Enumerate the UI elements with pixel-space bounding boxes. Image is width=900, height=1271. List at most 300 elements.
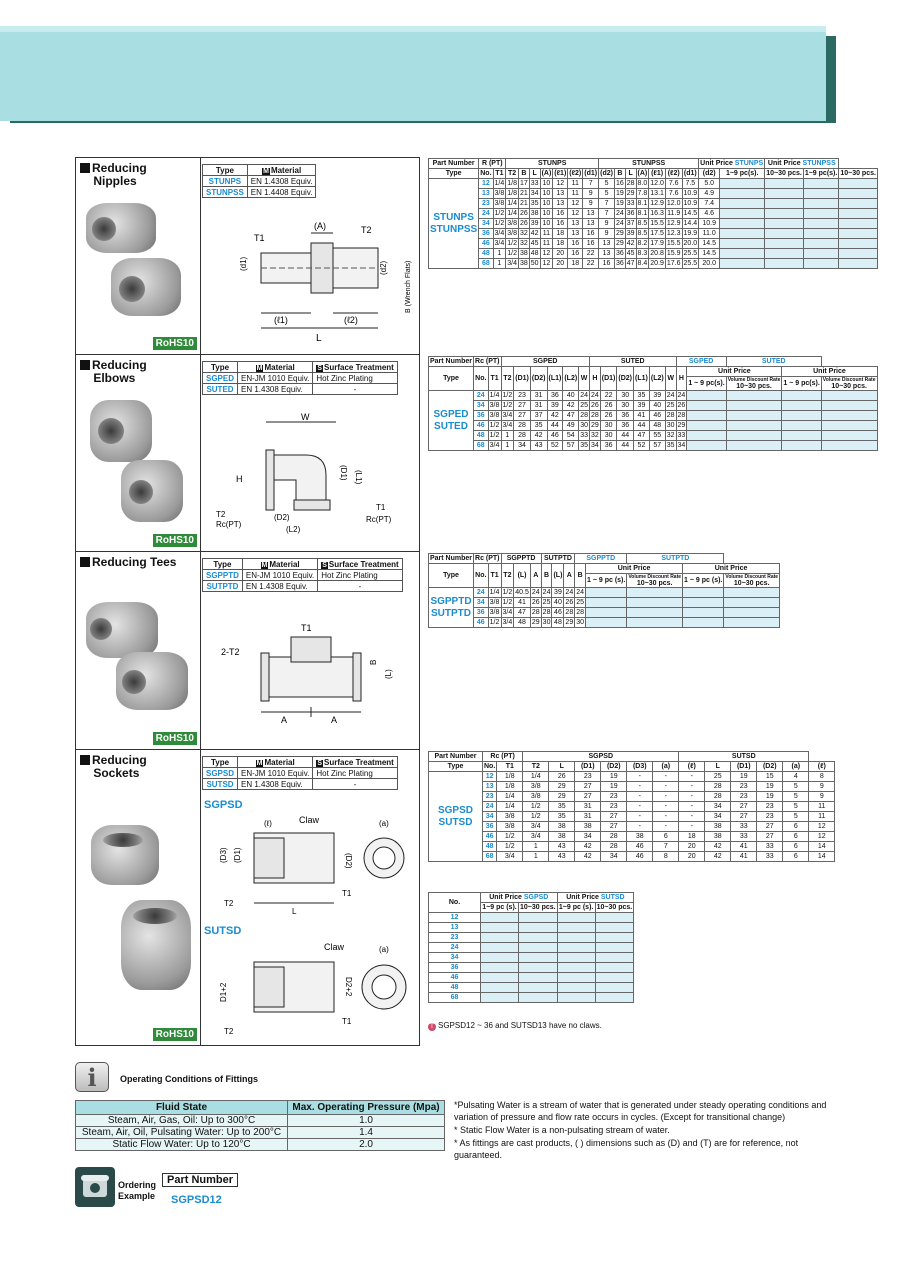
price-cell (481, 983, 519, 993)
cell: 5 (783, 782, 809, 792)
dim-t2-2: T2 (224, 1027, 234, 1036)
part-no: 23 (483, 792, 497, 802)
cell: 20.8 (650, 250, 664, 257)
cell: 11 (809, 812, 835, 822)
cell: 34 (575, 832, 601, 842)
cell: 18 (679, 832, 705, 842)
cell: 34 (601, 852, 627, 862)
col-no: No. (480, 170, 492, 177)
price-cell (687, 411, 726, 421)
part-no: 36 (479, 229, 493, 239)
cell: - (679, 812, 705, 822)
col-header: (D2) (757, 762, 783, 772)
cell: 1/4 (494, 180, 505, 187)
price-cell (839, 239, 878, 249)
col-b: SUTSD (679, 752, 809, 762)
cell: 23 (601, 792, 627, 802)
cell: 26 (565, 599, 574, 606)
cell: 19 (757, 782, 783, 792)
cell: - (627, 802, 653, 812)
price-cell (586, 588, 627, 598)
cell: 24 (542, 589, 551, 596)
col-header: (D1) (731, 762, 757, 772)
tees-diagram (211, 617, 411, 732)
cell: - (653, 782, 679, 792)
cell: 38 (705, 832, 731, 842)
cell: 1/4 (507, 200, 517, 207)
col-header: (D2) (617, 367, 634, 391)
sockets-price-table (428, 892, 634, 1003)
price-cell (683, 608, 724, 618)
section-reducing-sockets (75, 750, 420, 1046)
dim-t2: T2 (224, 899, 234, 908)
cell: 16 (568, 239, 583, 249)
col-price-b: SUTED (726, 357, 821, 367)
price-cell (839, 229, 878, 239)
dim-b: B (369, 659, 378, 665)
dim-l2: (ℓ2) (344, 315, 358, 325)
price-cell (724, 618, 780, 628)
cell: 48 (514, 618, 531, 628)
cell: 21 (519, 200, 528, 207)
part-no: 24 (474, 391, 489, 401)
price-cell (519, 933, 558, 943)
col-header: L (549, 762, 575, 772)
price-cell (595, 923, 634, 933)
price-cell (765, 249, 804, 259)
col-header: (D3) (627, 762, 653, 772)
col-no: No. (429, 893, 481, 913)
part-no: 34 (474, 401, 489, 411)
cell: 49 (563, 421, 579, 431)
table-row (429, 802, 835, 812)
cell: 40 (649, 401, 665, 411)
col-header: (L1) (634, 367, 650, 391)
cell: 34 (705, 812, 731, 822)
cell: 34 (530, 190, 539, 197)
dim-b: B (Wrench Flats) (405, 260, 412, 313)
cell: 39 (626, 230, 635, 237)
cell: 26 (519, 220, 528, 227)
table-row (429, 963, 634, 973)
cell: 26 (600, 411, 617, 421)
cell: 7.4 (699, 199, 720, 209)
conditions-row (76, 1139, 445, 1151)
cell: 23 (731, 792, 757, 802)
dim-rc2: Rc(PT) (216, 520, 242, 529)
cell: 16 (615, 180, 624, 187)
cell: 1/8 (507, 190, 517, 197)
dim-t2: 2-T2 (221, 647, 240, 657)
cell: 4.6 (699, 209, 720, 219)
cell: 20 (553, 259, 568, 269)
cell: 36 (626, 210, 635, 217)
cell: 1/2 (523, 812, 549, 822)
rohs-badge: RoHS10 (153, 337, 197, 350)
cell: 35 (666, 442, 675, 449)
price-cell (481, 943, 519, 953)
cell: 1/2 (502, 599, 513, 606)
col-unit-b: Unit Price (683, 564, 780, 574)
col-rc: Rc (PT) (475, 358, 500, 365)
cell: 46 (552, 608, 564, 618)
table-row (429, 953, 634, 963)
cell: 9 (809, 782, 835, 792)
col-header: (d1) (683, 170, 697, 177)
price-cell (782, 401, 821, 411)
part-number-label: Part Number (162, 1173, 238, 1187)
col-rc: Rc (PT) (475, 555, 500, 562)
cell: 27 (757, 832, 783, 842)
table-row (429, 401, 878, 411)
cell: 19 (731, 772, 757, 782)
price-cell (557, 993, 595, 1003)
cell: 22 (600, 391, 617, 401)
dim-d1: (d1) (239, 256, 248, 271)
price-cell (519, 953, 558, 963)
col-header: L (705, 762, 731, 772)
type-cell: SGPSD SUTSD (429, 772, 483, 862)
price-cell (726, 441, 782, 451)
price-cell (720, 179, 765, 189)
dim-a: (A) (314, 221, 326, 231)
cell: 36 (547, 391, 563, 401)
cell: 10 (540, 209, 553, 219)
cell: 39 (530, 220, 539, 227)
cell: 32 (666, 432, 675, 439)
cell: 15.9 (666, 250, 681, 257)
col-unit-b: Unit Price (782, 367, 877, 377)
sgpsd-subtitle: SGPSD (204, 799, 243, 811)
cell: 36 (615, 250, 624, 257)
cell: 8.5 (637, 220, 648, 227)
cell: 30 (600, 431, 617, 441)
price-cell (586, 608, 627, 618)
cell: 13 (583, 209, 599, 219)
cell: 19.9 (683, 230, 698, 237)
price-cell (765, 179, 804, 189)
cell: 7 (653, 842, 679, 852)
price-cell (765, 229, 804, 239)
cell: 48 (649, 421, 665, 431)
price-cell (687, 421, 726, 431)
price-cell (724, 588, 780, 598)
part-no: 68 (429, 993, 481, 1003)
cell: 35 (580, 442, 588, 449)
price-cell (782, 431, 821, 441)
cell: 3/8 (489, 599, 500, 606)
tees-dimension-table (428, 553, 780, 628)
cell: 1/2 (494, 210, 505, 217)
cell: 46 (627, 852, 653, 862)
cell: 33 (580, 432, 588, 439)
cell: 10 (540, 199, 553, 209)
price-cell (720, 189, 765, 199)
col-rc: Rc (PT) (483, 752, 523, 762)
col-qty1: 1 ~ 9 pc (s). (586, 574, 627, 588)
cell: - (679, 772, 705, 782)
cell: 28 (531, 609, 540, 616)
table-row (429, 782, 835, 792)
dim-t1: T1 (342, 889, 352, 898)
dim-claw-2: Claw (324, 942, 345, 952)
price-cell (821, 411, 877, 421)
part-no: 23 (479, 199, 493, 209)
price-cell (765, 259, 804, 269)
cell: 4.9 (699, 189, 720, 199)
col-header: (d2) (699, 169, 720, 179)
cell: 29 (549, 782, 575, 792)
cell: 17.6 (666, 260, 681, 267)
table-row (429, 411, 878, 421)
cell: - (627, 772, 653, 782)
price-cell (481, 923, 519, 933)
tees-title: Reducing Tees (80, 556, 176, 569)
cell: 20.0 (699, 259, 720, 269)
banner-shadow (10, 121, 836, 123)
cell: 26 (549, 772, 575, 782)
col-qty2: Volume Discount Rate 10~30 pcs. (727, 377, 781, 390)
price-cell (595, 933, 634, 943)
cell: 3/4 (507, 260, 517, 267)
cell: 15.5 (666, 240, 681, 247)
cell: 25 (576, 599, 585, 606)
col-header: (a) (653, 762, 679, 772)
table-row (429, 189, 878, 199)
price-cell (595, 913, 634, 923)
max-pressure: 1.0 (288, 1115, 445, 1127)
col-header: 1~9 pc(s). (720, 169, 765, 179)
col-unit-b: Unit Price SUTSD (557, 893, 634, 903)
cell: 47 (634, 431, 650, 441)
dim-a1: A (281, 715, 288, 725)
banner-highlight (0, 26, 826, 32)
cell: 54 (563, 431, 579, 441)
price-cell (627, 618, 683, 628)
price-cell (803, 249, 839, 259)
price-cell (720, 259, 765, 269)
dim-a: (a) (379, 819, 389, 828)
cell: 1/4 (489, 392, 500, 399)
cell: 35 (530, 421, 547, 431)
cell: 11 (809, 802, 835, 812)
cell: 21 (519, 190, 528, 197)
nipples-diagram (216, 213, 416, 348)
cell: 34 (514, 441, 531, 451)
cell: 13 (568, 229, 583, 239)
price-cell (782, 421, 821, 431)
cell: 13 (599, 239, 615, 249)
cell: 36 (617, 421, 634, 431)
cell: 11.0 (699, 229, 720, 239)
cell: 17.9 (650, 240, 664, 247)
cell: 12 (809, 832, 835, 842)
cell: 10 (540, 179, 553, 189)
part-no: 13 (429, 923, 481, 933)
table-row (429, 852, 835, 862)
price-cell (726, 391, 782, 401)
cell: - (679, 782, 705, 792)
cell: 38 (705, 822, 731, 832)
cell: 28 (705, 782, 731, 792)
cell: 22 (583, 249, 599, 259)
cell: 33 (626, 200, 635, 207)
cell: 9 (599, 219, 615, 229)
col-header: B (575, 564, 586, 588)
cell: - (653, 792, 679, 802)
cell: 8.0 (637, 180, 648, 187)
cell: - (679, 792, 705, 802)
cell: 26 (677, 402, 686, 409)
part-no: 68 (483, 852, 497, 862)
cell: 27 (731, 802, 757, 812)
price-cell (519, 943, 558, 953)
part-no: 12 (479, 179, 493, 189)
price-cell (726, 411, 782, 421)
col-a: SGPPTD (501, 554, 541, 564)
cell: 9 (599, 229, 615, 239)
price-cell (720, 199, 765, 209)
col-header: (A) (637, 170, 648, 177)
cell: 9 (583, 199, 599, 209)
cell: 6 (783, 822, 809, 832)
cell: 8.2 (637, 240, 648, 247)
price-cell (557, 943, 595, 953)
cell: 14.5 (699, 249, 720, 259)
price-cell (481, 913, 519, 923)
cell: 16 (553, 209, 568, 219)
cell: 10 (540, 189, 553, 199)
conditions-table: Fluid State Max. Operating Pressure (Mpa) Steam, Air, Gas, Oil: Up to 300°C 1.0 Steam, Air, Oil, Pulsating Water: Up to 200°C 1.4 Static Flow Water: Up to 120°C 2.0 (75, 1100, 445, 1151)
cell: 27 (601, 812, 627, 822)
cell: 1/2 (494, 220, 505, 227)
max-pressure: 1.4 (288, 1127, 445, 1139)
dim-d1: (D1) (339, 465, 348, 481)
col-qty2: 10~30 pcs. (520, 904, 556, 911)
table-row (429, 209, 878, 219)
table-row (429, 199, 878, 209)
dim-w: W (301, 412, 310, 422)
price-cell (803, 179, 839, 189)
cell: 44 (617, 441, 634, 451)
cell: 24 (666, 392, 675, 399)
part-no: 46 (429, 973, 481, 983)
cell: 20 (679, 852, 705, 862)
cell: 29 (626, 190, 635, 197)
price-cell (720, 209, 765, 219)
price-cell (724, 598, 780, 608)
part-no: 34 (479, 219, 493, 229)
price-cell (821, 441, 877, 451)
table-row (429, 973, 634, 983)
price-cell (627, 608, 683, 618)
part-no: 68 (474, 441, 489, 451)
cell: 27 (601, 822, 627, 832)
price-cell (803, 239, 839, 249)
col-price-a: SGPPTD (575, 554, 627, 564)
price-cell (687, 431, 726, 441)
col-header: 1~9 pc(s). (804, 170, 838, 177)
cell: 38 (549, 822, 575, 832)
cell: 52 (634, 441, 650, 451)
cell: 20.9 (650, 260, 664, 267)
note-static: * Static Flow Water is a non-pulsating stream of water. (454, 1125, 670, 1135)
conditions-notes (454, 1099, 834, 1162)
cell: 1 (523, 852, 549, 862)
cell: 38 (627, 832, 653, 842)
cell: 1/8 (497, 772, 523, 782)
cell: - (679, 822, 705, 832)
rohs-badge: RoHS10 (153, 534, 197, 547)
cell: 35 (634, 391, 650, 401)
cell: 3/4 (494, 240, 505, 247)
cell: 16 (553, 219, 568, 229)
cell: 3/8 (507, 230, 517, 237)
col-header: (ℓ) (679, 762, 705, 772)
cell: 20 (679, 842, 705, 852)
fluid-state: Steam, Air, Oil, Pulsating Water: Up to 200°C (76, 1127, 288, 1139)
cell: 31 (530, 391, 547, 401)
price-cell (557, 923, 595, 933)
part-no: 24 (429, 943, 481, 953)
cell: 38 (575, 822, 601, 832)
cell: 8.4 (637, 260, 648, 267)
part-no: 48 (483, 842, 497, 852)
cell: 12.0 (666, 200, 681, 207)
price-cell (519, 973, 558, 983)
price-cell (765, 189, 804, 199)
part-no: 46 (479, 239, 493, 249)
dim-l1: (ℓ1) (274, 315, 288, 325)
table-row (429, 239, 878, 249)
col-type: Type (429, 762, 483, 772)
col-header: (L) (552, 564, 564, 588)
price-cell (821, 421, 877, 431)
cell: 41 (634, 411, 650, 421)
cell: 33 (677, 432, 686, 439)
note-pulsating: *Pulsating Water is a stream of water that is generated under steady operating conditions and variation of pressure and flow rate occurs in cycles. (Except for transitional change) (454, 1100, 827, 1122)
dim-d3: (D3) (219, 847, 228, 863)
price-cell (595, 993, 634, 1003)
cell: 35 (549, 812, 575, 822)
cell: 8.3 (637, 250, 648, 257)
cell: 39 (552, 588, 564, 598)
col-qty1: 1~9 pc (s). (482, 904, 517, 911)
cell: 17.5 (650, 230, 664, 237)
cell: 12.9 (666, 220, 681, 227)
cell: 40.5 (515, 589, 529, 596)
col-type: Type (429, 169, 479, 179)
cell: 13.1 (650, 190, 664, 197)
dim-t1: T1 (376, 503, 386, 512)
price-cell (481, 993, 519, 1003)
cell: 43 (530, 441, 547, 451)
cell: 3/8 (523, 792, 549, 802)
part-no: 48 (474, 431, 489, 441)
price-cell (803, 219, 839, 229)
conditions-row (76, 1115, 445, 1127)
cell: 16 (583, 229, 599, 239)
col-header: (D2) (601, 762, 627, 772)
cell: 28 (590, 412, 599, 419)
cell: 7.8 (637, 190, 648, 197)
part-no: 12 (429, 913, 481, 923)
part-no: 13 (479, 189, 493, 199)
cell: 25 (580, 402, 588, 409)
cell: 27 (514, 401, 531, 411)
price-cell (839, 179, 878, 189)
cell: - (653, 772, 679, 782)
